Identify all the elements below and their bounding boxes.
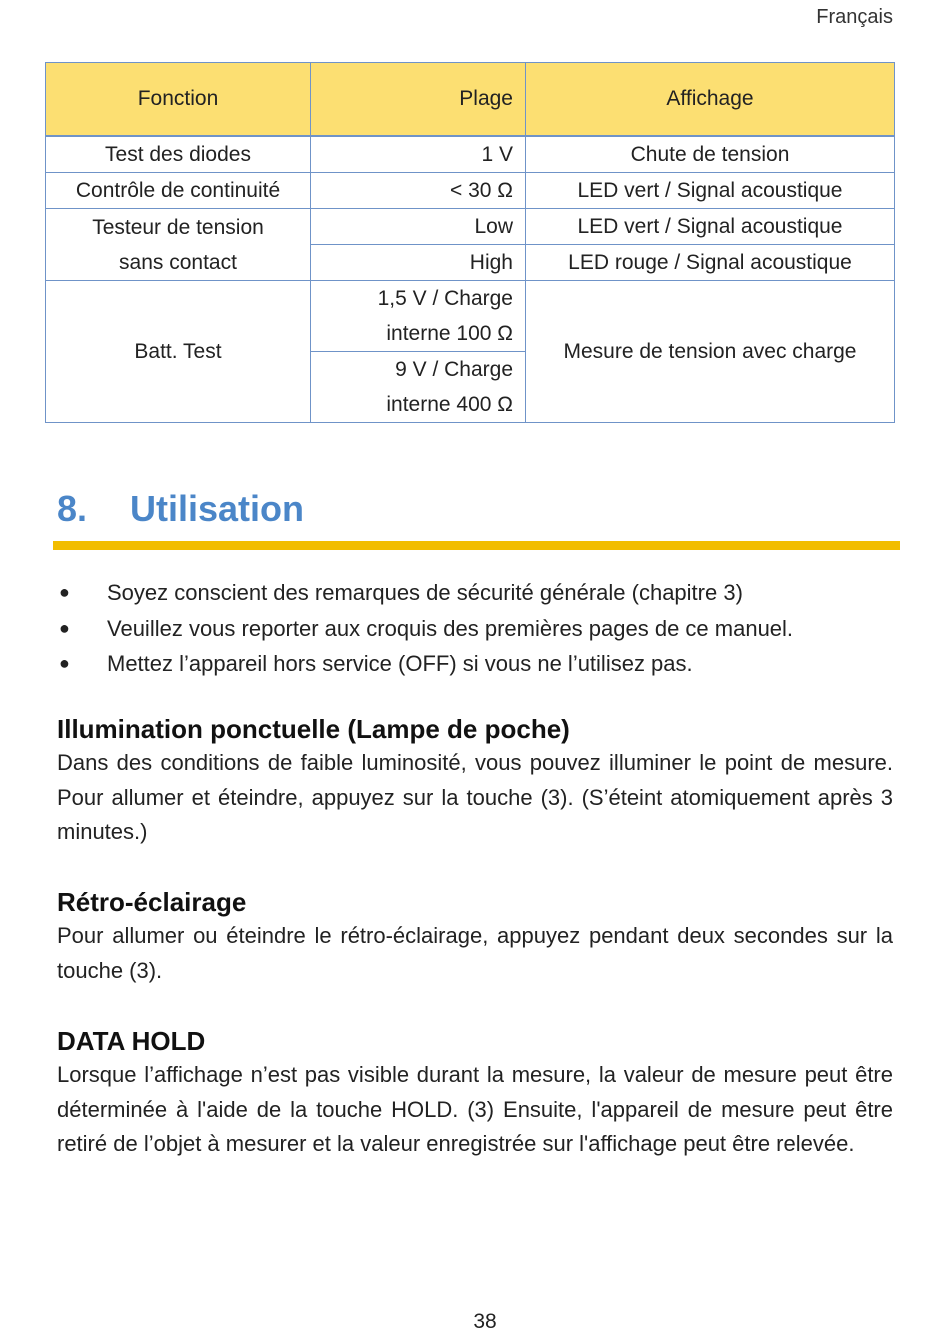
list-item-text: Soyez conscient des remarques de sécurité générale (chapitre 3) <box>107 580 743 605</box>
cell-affichage: LED vert / Signal acoustique <box>526 173 895 209</box>
subsection-title: Illumination ponctuelle (Lampe de poche) <box>57 714 570 744</box>
cell-plage: Low <box>311 209 526 245</box>
subsection-body: Lorsque l’affichage n’est pas visible durant la mesure, la valeur de mesure peut être déterminée à l'aide de la touche HOLD. (3) Ensuite, l'appareil de mesure peut être retiré de l’objet à mesurer et la valeur enregistrée sur l'affichage peut être relevée. <box>57 1062 893 1156</box>
table-row <box>46 136 895 173</box>
cell-plage-line: 1,5 V / Charge <box>377 287 513 310</box>
bullet-dot-icon: ● <box>59 582 70 602</box>
list-item <box>57 611 897 647</box>
list-item-text: Veuillez vous reporter aux croquis des premières pages de ce manuel. <box>107 615 794 641</box>
header-plage: Plage <box>311 63 526 137</box>
section-heading <box>57 488 304 530</box>
section-number: 8. <box>57 488 88 529</box>
cell-fonction: Contrôle de continuité <box>46 173 311 209</box>
cell-plage: 1 V <box>311 136 526 173</box>
bullet-list <box>57 575 897 682</box>
cell-plage-line: interne 100 Ω <box>386 322 513 345</box>
subsection-title: DATA HOLD <box>57 1026 206 1056</box>
cell-plage-line: interne 400 Ω <box>386 393 513 416</box>
section-title: Utilisation <box>130 488 305 529</box>
table-row <box>46 173 895 209</box>
cell-fonction: Batt. Test <box>46 281 311 423</box>
subsection-illumination <box>57 712 893 850</box>
heading-rule <box>53 541 900 550</box>
cell-plage-line: 9 V / Charge <box>395 358 513 381</box>
table-row <box>46 209 895 245</box>
page-number: 38 <box>473 1310 497 1333</box>
cell-plage: < 30 Ω <box>311 173 526 209</box>
table-header-row <box>46 63 895 137</box>
list-item <box>57 575 897 611</box>
cell-plage <box>311 281 526 352</box>
subsection-backlight <box>57 885 893 988</box>
cell-affichage: LED rouge / Signal acoustique <box>526 245 895 281</box>
cell-fonction-line: sans contact <box>119 250 237 274</box>
cell-plage <box>311 352 526 423</box>
cell-fonction-line: Testeur de tension <box>92 215 264 239</box>
bullet-dot-icon: ● <box>59 653 70 673</box>
language-label: Français <box>816 6 893 28</box>
cell-fonction: Test des diodes <box>46 136 311 173</box>
specification-table <box>45 62 895 423</box>
cell-affichage: Mesure de tension avec charge <box>526 281 895 423</box>
subsection-body: Pour allumer ou éteindre le rétro-éclairage, appuyez pendant deux secondes sur la touche (3). <box>57 923 893 983</box>
list-item-text: Mettez l’appareil hors service (OFF) si vous ne l’utilisez pas. <box>107 651 693 676</box>
subsection-body: Dans des conditions de faible luminosité, vous pouvez illuminer le point de mesure. Pour allumer et éteindre, appuyez sur la touche (3). (S’éteint atomiquement après 3 minutes.) <box>57 750 893 844</box>
cell-affichage: Chute de tension <box>526 136 895 173</box>
header-fonction: Fonction <box>46 63 311 137</box>
header-affichage: Affichage <box>526 63 895 137</box>
cell-fonction <box>46 209 311 281</box>
list-item <box>57 646 897 682</box>
cell-plage: High <box>311 245 526 281</box>
table-row <box>46 281 895 352</box>
bullet-dot-icon: ● <box>59 617 70 638</box>
subsection-data-hold <box>57 1024 893 1162</box>
cell-affichage: LED vert / Signal acoustique <box>526 209 895 245</box>
subsection-title: Rétro-éclairage <box>57 887 247 917</box>
